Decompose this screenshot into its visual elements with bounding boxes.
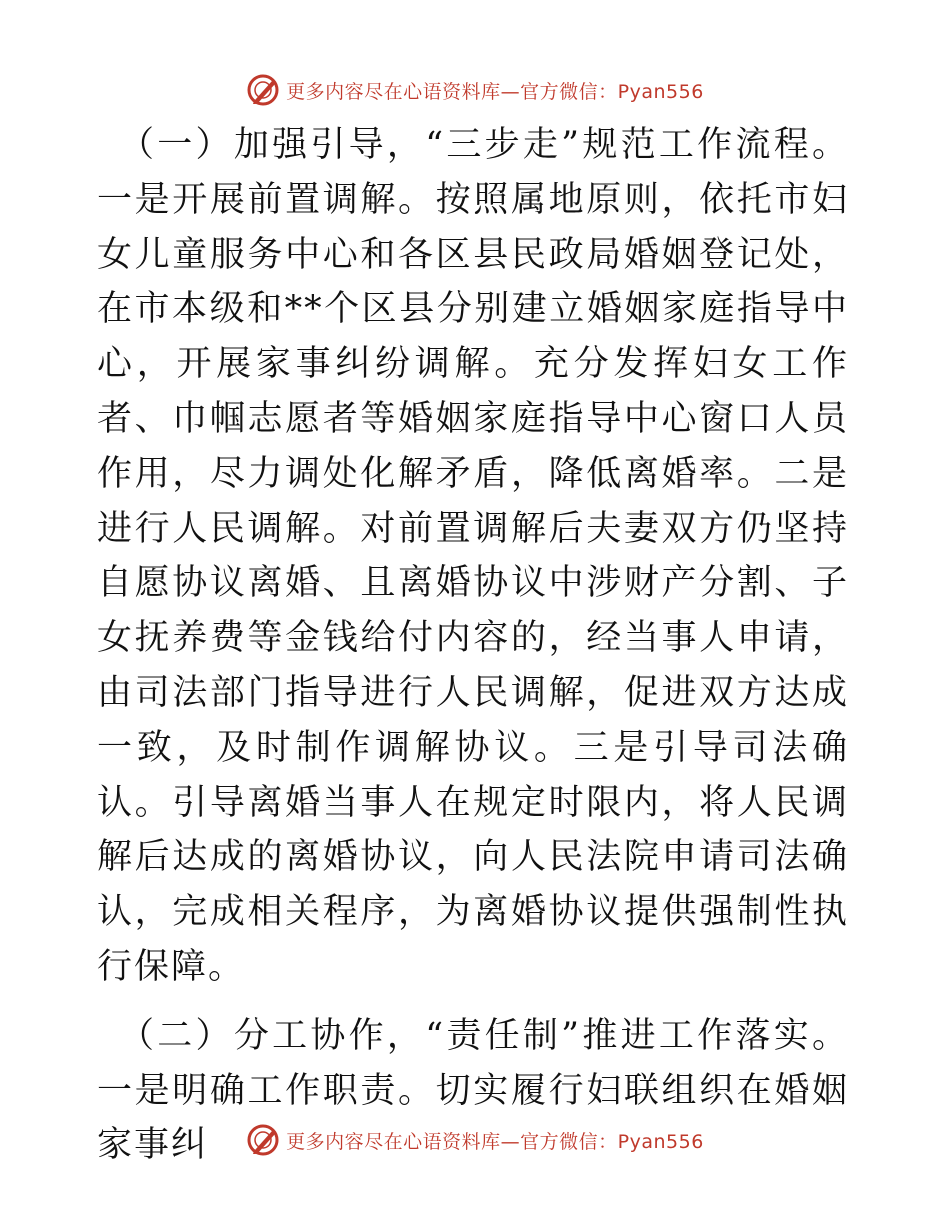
- paragraph-2: （二）分工协作，“责任制”推进工作落实。一是明确工作职责。切实履行妇联组织在婚姻家事纠: [97, 1015, 849, 1166]
- pen-seal-icon: [246, 73, 280, 107]
- paragraph-1: （一）加强引导，“三步走”规范工作流程。一是开展前置调解。按照属地原则，依托市妇女儿童服务中心和各区县民政局婚姻登记处，在市本级和**个区县分别建立婚姻家庭指导中心，开展家事纠纷调解。充分发挥妇女工作者、巾帼志愿者等婚姻家庭指导中心窗口人员作用，尽力调处化解矛盾，降低离婚率。二是进行人民调解。对前置调解后夫妻双方仍坚持自愿协议离婚、且离婚协议中涉财产分割、子女抚养费等金钱给付内容的，经当事人申请，由司法部门指导进行人民调解，促进双方达成一致，及时制作调解协议。三是引导司法确认。引导离婚当事人在规定时限内，将人民调解后达成的离婚协议，向人民法院申请司法确认，完成相关程序，为离婚协议提供强制性执行保障。: [97, 125, 849, 987]
- watermark-text: 更多内容尽在心语资料库—官方微信：Pyan556: [286, 80, 704, 103]
- watermark-text: 更多内容尽在心语资料库—官方微信：Pyan556: [286, 1130, 704, 1153]
- document-body: [97, 118, 849, 1183]
- footer-watermark: [0, 1120, 950, 1160]
- header-watermark: [0, 70, 950, 110]
- pen-seal-icon: [246, 1123, 280, 1157]
